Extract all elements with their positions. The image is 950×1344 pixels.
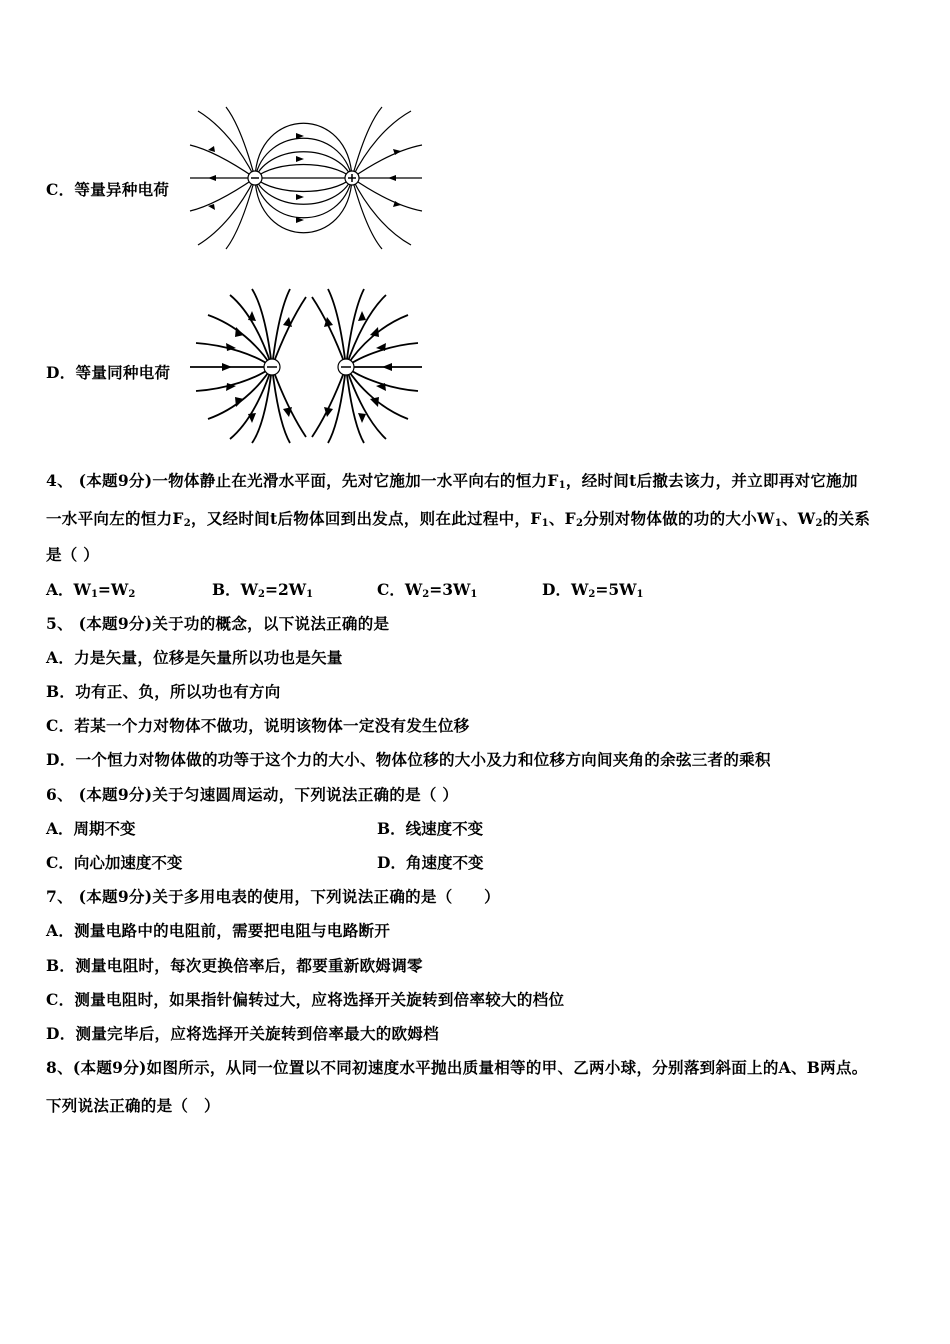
q4-option-a: A．$W_1=W_2$ (46, 580, 136, 600)
opposite-charges-field-diagram (186, 105, 426, 251)
q4-option-d: D．$W_2=5W_1$ (542, 580, 644, 600)
q4-option-c: C．$W_2=3W_1$ (377, 580, 478, 600)
q4-option-b: B．$W_2=2W_1$ (212, 580, 314, 600)
q5-option-b: B．功有正、负，所以功也有方向 (46, 682, 281, 701)
q4-line2: 一水平向左的恒力$F_2$，又经时间t后物体回到出发点，则在此过程中，$F_1$、$F_2$分别对物体做的功的大小$W_1$、$W_2$的关系 (46, 509, 871, 529)
q6-options-row2 (46, 851, 906, 873)
q5-stem: 5、 (本题9分)关于功的概念，以下说法正确的是 (46, 614, 390, 633)
q7-option-a: A．测量电路中的电阻前，需要把电阻与电路断开 (46, 921, 391, 940)
q8-line2: 下列说法正确的是（ ） (46, 1096, 220, 1115)
option-c-label: C．等量异种电荷 (46, 180, 170, 199)
q8-line1: 8、(本题9分)如图所示，从同一位置以不同初速度水平抛出质量相等的甲、乙两小球，分别落到斜面上的A、B两点。 (46, 1058, 868, 1077)
q7-option-c: C．测量电阻时，如果指针偏转过大，应将选择开关旋转到倍率较大的档位 (46, 990, 565, 1009)
option-d-label: D．等量同种电荷 (46, 363, 171, 382)
q4-line3: 是（ ） (46, 545, 100, 564)
q7-option-b: B．测量电阻时，每次更换倍率后，都要重新欧姆调零 (46, 956, 423, 975)
q4-options (46, 578, 906, 600)
q4-line1: 4、 (本题9分)一物体静止在光滑水平面，先对它施加一水平向右的恒力$F_1$，经时间t后撤去该力，并立即再对它施加 (46, 471, 858, 491)
q6-option-a: A．周期不变 (46, 819, 136, 838)
q5-option-a: A．力是矢量，位移是矢量所以功也是矢量 (46, 648, 343, 667)
q7-stem: 7、 (本题9分)关于多用电表的使用，下列说法正确的是（ ） (46, 887, 500, 906)
q5-option-c: C．若某一个力对物体不做功，说明该物体一定没有发生位移 (46, 716, 470, 735)
q6-option-b: B．线速度不变 (377, 819, 484, 838)
like-charges-field-diagram (186, 285, 426, 445)
q6-option-c: C．向心加速度不变 (46, 853, 183, 872)
q6-stem: 6、 (本题9分)关于匀速圆周运动，下列说法正确的是（ ） (46, 785, 459, 804)
q5-option-d: D．一个恒力对物体做的功等于这个力的大小、物体位移的大小及力和位移方向间夹角的余弦三者的乘积 (46, 750, 771, 769)
q6-options-row1 (46, 817, 906, 839)
q7-option-d: D．测量完毕后，应将选择开关旋转到倍率最大的欧姆档 (46, 1024, 439, 1043)
q6-option-d: D．角速度不变 (377, 853, 484, 872)
